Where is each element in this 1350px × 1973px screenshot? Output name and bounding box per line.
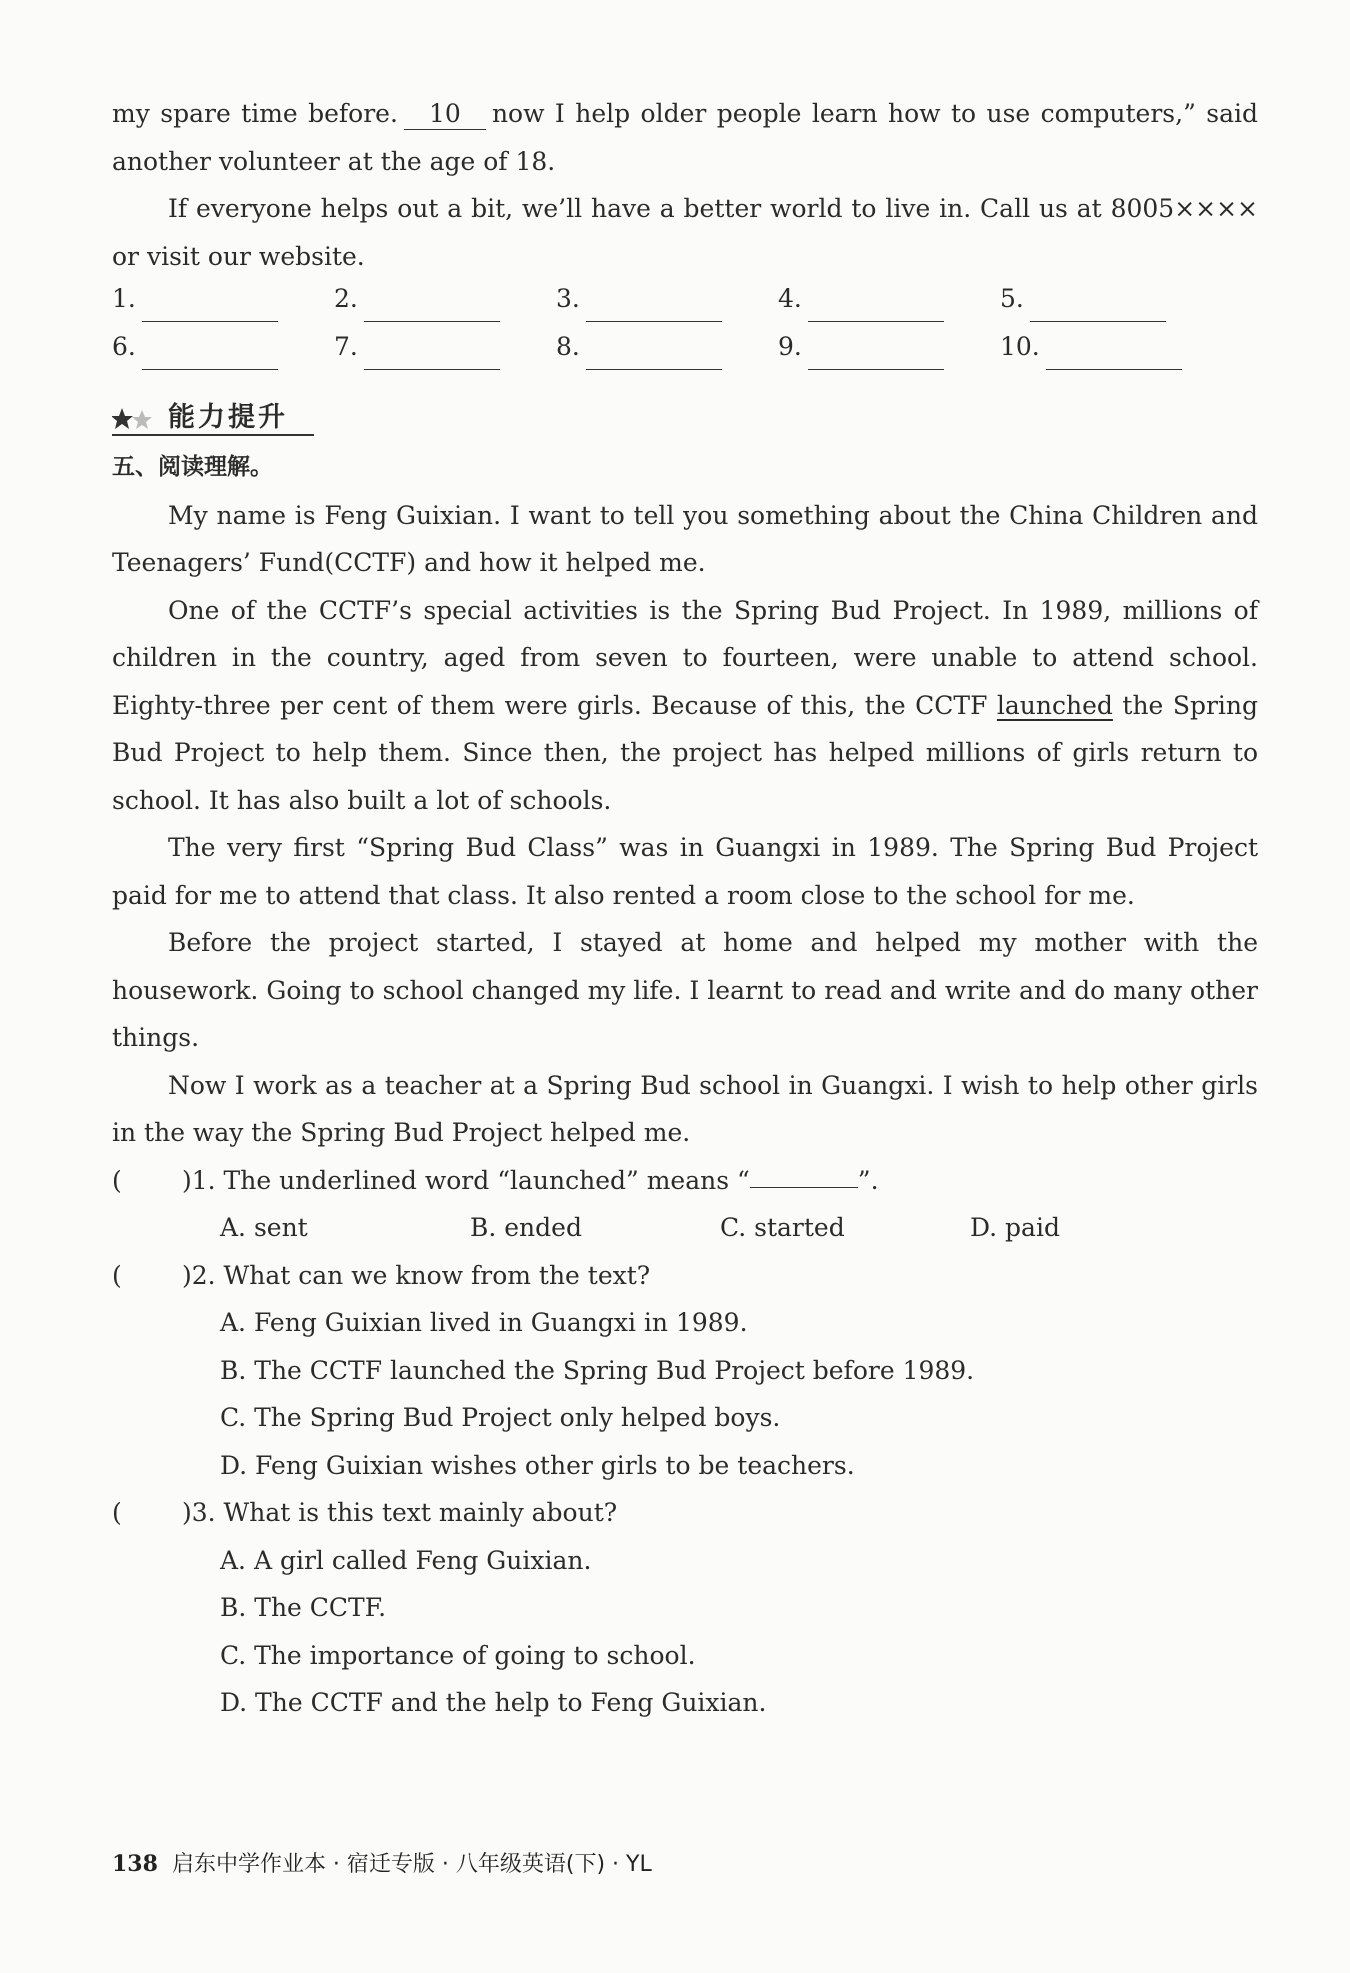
page-number: 138: [112, 1851, 158, 1877]
answer-blank-2[interactable]: 2.: [334, 275, 556, 329]
answer-paren-2[interactable]: (: [112, 1260, 122, 1290]
option-b[interactable]: B. The CCTF launched the Spring Bud Project before 1989.: [220, 1355, 975, 1385]
top-paragraph-2: If everyone helps out a bit, we’ll have a better world to live in. Call us at 8005×××× or visit our website.: [112, 194, 1258, 271]
section-header: [112, 392, 1258, 440]
option-a[interactable]: A. sent: [220, 1213, 308, 1242]
answer-paren-3[interactable]: (: [112, 1498, 122, 1527]
answer-blank-5[interactable]: 5.: [1000, 275, 1222, 329]
meaning-blank[interactable]: [750, 1157, 858, 1188]
passage-paragraph-5: Now I work as a teacher at a Spring Bud school in Guangxi. I wish to help other girls in the way the Spring Bud Project helped me.: [112, 1070, 1258, 1147]
option-a[interactable]: A. Feng Guixian lived in Guangxi in 1989.: [220, 1308, 748, 1337]
answer-blank-1[interactable]: 1.: [112, 275, 334, 329]
book-title: 启东中学作业本 · 宿迁专版 · 八年级英语(下) · YL: [171, 1852, 652, 1877]
question-1: ( )1. The underlined word “launched” means “ ”. A. sent B. ended C. started D. paid: [112, 1157, 1258, 1252]
top-text-b: now I help older people learn how to use computers,” said another volunteer at the age of 18.: [112, 99, 1259, 176]
passage-paragraph-2: One of the CCTF’s special activities is the Spring Bud Project. In 1989, millions of children in the country, aged from seven to fourteen, were unable to attend school. Eighty-three per cent of them were girls. Because of this, the CCTF launched the Spring Bud Project to help them. Since then, the project has helped millions of girls return to school. It has also built a lot of schools.: [112, 595, 1259, 815]
answer-blank-7[interactable]: 7.: [334, 323, 556, 377]
answer-paren-1[interactable]: (: [112, 1165, 122, 1195]
answer-blank-8[interactable]: 8.: [556, 323, 778, 377]
option-b[interactable]: B. ended: [470, 1213, 582, 1242]
passage-paragraph-1: My name is Feng Guixian. I want to tell you something about the China Children and Teenagers’ Fund(CCTF) and how it helped me.: [112, 500, 1258, 577]
option-d[interactable]: D. The CCTF and the help to Feng Guixian.: [220, 1688, 767, 1717]
answer-blank-9[interactable]: 9.: [778, 323, 1000, 377]
top-paragraph-1: [112, 90, 1258, 185]
passage-paragraph-4: Before the project started, I stayed at home and helped my mother with the housework. Going to school changed my life. I learnt to read and write and do many other things.: [112, 928, 1258, 1052]
question-2: ( )2. What can we know from the text? A. Feng Guixian lived in Guangxi in 1989. B. The CCTF launched the Spring Bud Project before 1989. C. The Spring Bud Project only helped boys. D. Feng Guixian wishes other girls to be teachers.: [112, 1252, 1258, 1490]
question-3: ( )3. What is this text mainly about? A. A girl called Feng Guixian. B. The CCTF. C. The importance of going to school. D. The CCTF and the help to Feng Guixian.: [112, 1489, 1258, 1727]
page-footer: [112, 1847, 652, 1878]
option-c[interactable]: C. The Spring Bud Project only helped boys.: [220, 1403, 781, 1432]
question-1-options: [112, 1204, 1258, 1252]
option-a[interactable]: A. A girl called Feng Guixian.: [220, 1545, 592, 1575]
top-text-a: my spare time before.: [112, 99, 398, 128]
answer-blank-4[interactable]: 4.: [778, 275, 1000, 329]
option-b[interactable]: B. The CCTF.: [220, 1593, 387, 1622]
answer-blank-6[interactable]: 6.: [112, 323, 334, 377]
answer-blanks-row-2: [112, 328, 1258, 376]
answer-blanks-row-1: [112, 280, 1258, 328]
answer-blank-3[interactable]: 3.: [556, 275, 778, 329]
option-d[interactable]: D. paid: [970, 1213, 1060, 1242]
option-c[interactable]: C. started: [720, 1213, 845, 1242]
underlined-word: launched: [996, 690, 1113, 720]
passage-paragraph-3: The very first “Spring Bud Class” was in Guangxi in 1989. The Spring Bud Project paid for me to attend that class. It also rented a room close to the school for me.: [112, 833, 1258, 910]
star-icon: [112, 406, 164, 432]
option-c[interactable]: C. The importance of going to school.: [220, 1640, 696, 1670]
section-title: 能力提升: [168, 402, 288, 433]
answer-blank-10[interactable]: 10: [404, 99, 486, 130]
option-d[interactable]: D. Feng Guixian wishes other girls to be teachers.: [220, 1450, 855, 1480]
answer-blank-10-row[interactable]: 10.: [1000, 323, 1222, 377]
section-title-underline: [112, 434, 314, 436]
page-content: [112, 90, 1258, 1727]
exercise-heading: 五、阅读理解。: [112, 454, 273, 480]
